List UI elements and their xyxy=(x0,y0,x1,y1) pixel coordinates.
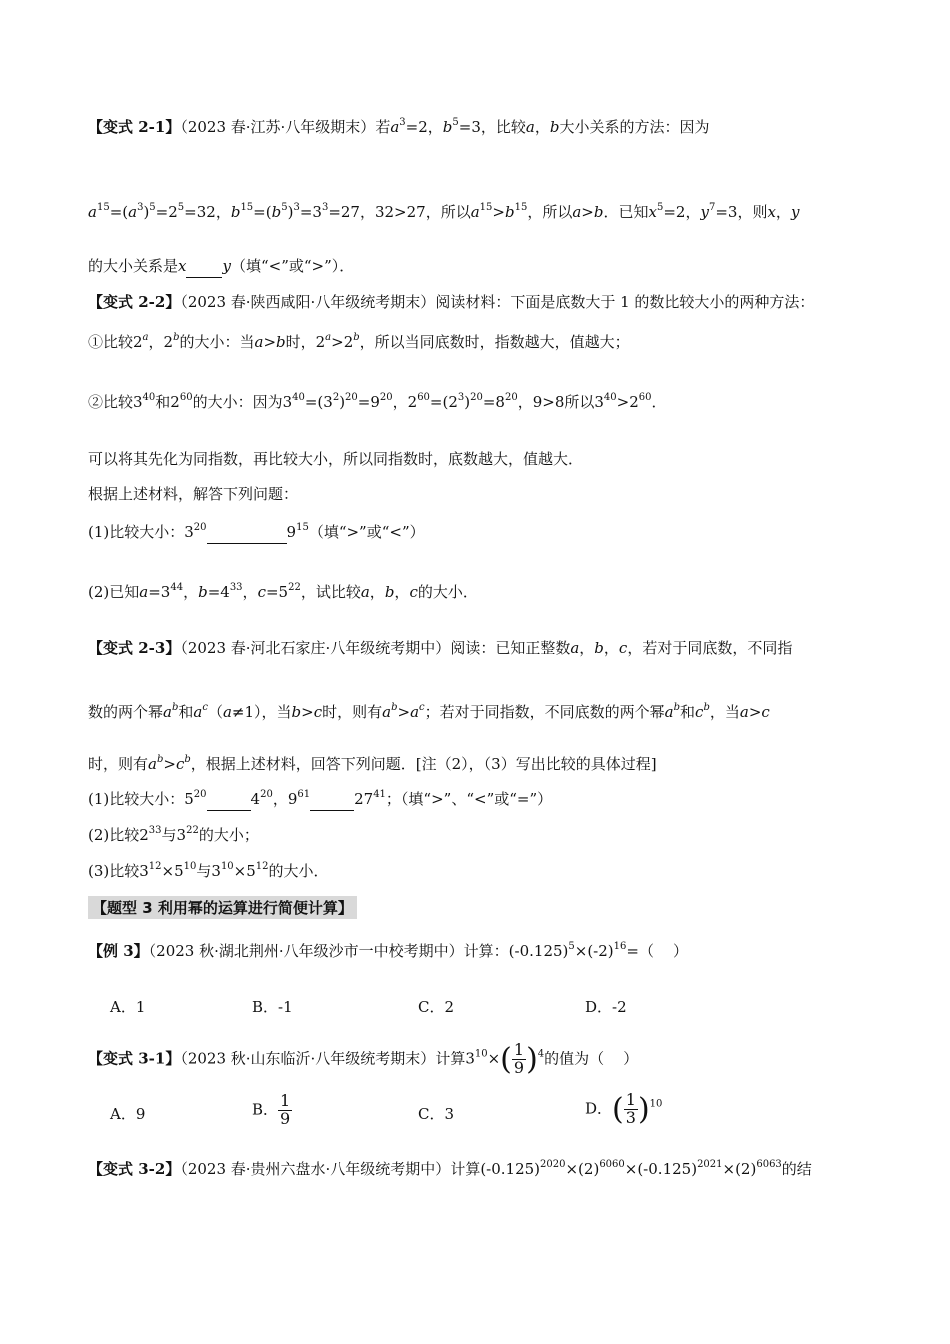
v23-source: （2023 春·河北石家庄·八年级统考期中） xyxy=(180,639,451,657)
v31-tag: 【变式 3-1】 xyxy=(88,1049,181,1068)
v23-q3: (3)比较$3^{12}\times 5^{10}$与$3^{10}\times 5^{12}$的大小． xyxy=(88,861,329,880)
section-heading-3: 【题型 3 利用幂的运算进行简便计算】 xyxy=(88,896,357,919)
ex3-option-b[interactable]: B．-1 xyxy=(252,998,293,1016)
v32-tag: 【变式 3-2】 xyxy=(88,1160,181,1178)
v22-intro: 阅读材料：下面是底数大于 1 的数比较大小的两种方法： xyxy=(435,293,815,311)
v21-source: （2023 春·江苏·八年级期末） xyxy=(180,118,376,136)
v32-source: （2023 春·贵州六盘水·八年级统考期中） xyxy=(180,1160,451,1178)
v21-line3-hint: （填“<”或“>”）． xyxy=(230,257,355,275)
v31-option-c[interactable]: C．3 xyxy=(418,1105,455,1123)
v22-ask: 根据上述材料，解答下列问题： xyxy=(88,485,299,503)
v31-line: 【变式 3-1】（2023 秋·山东临沂·八年级统考期末）计算$3^{10}\times$( $\frac{1}{9}$ )$^4$的值为（ ） xyxy=(88,1040,639,1077)
v31-option-a[interactable]: A．9 xyxy=(110,1105,146,1123)
v22-method1: ①比较2$^a$，2$^b$的大小：当a>b时，$2^a>2^b$，所以当同底数时，指数越大，值越大； xyxy=(88,332,630,351)
v21-line1: 【变式 2-1】（2023 春·江苏·八年级期末）若$a^3=2$，$b^5=3$，比较a，b大小关系的方法：因为 xyxy=(88,117,710,136)
ex3-tag: 【例 3】 xyxy=(88,942,149,960)
v21-line2: $a^{15}=(a^3)^5=2^5=32$，$b^{15}=(b^5)^3=3^3=27$，32>27，所以$a^{15}>b^{15}$，所以a>b．已知$x^5=2$，$y^7=3$，则x，y xyxy=(88,202,800,221)
v23-line1: 【变式 2-3】（2023 春·河北石家庄·八年级统考期中）阅读：已知正整数a，b，c，若对于同底数，不同指 xyxy=(88,639,793,657)
v22-source: （2023 春·陕西咸阳·八年级统考期末） xyxy=(180,293,436,311)
ex3-option-a[interactable]: A．1 xyxy=(110,998,146,1016)
v22-q2: (2)已知$a=3^{44}$，$b=4^{33}$，$c=5^{22}$，试比较a，b，c的大小． xyxy=(88,582,478,601)
ex3-source: （2023 秋·湖北荆州·八年级沙市一中校考期中） xyxy=(148,942,464,960)
v21-line3: 的大小关系是x y（填“<”或“>”）． xyxy=(88,257,880,278)
v23-tag: 【变式 2-3】 xyxy=(88,639,181,657)
v23-line3: 时，则有$a^b>c^b$，根据上述材料，回答下列问题．[注（2），（3）写出比较的具体过程] xyxy=(88,754,657,773)
ex3-option-c[interactable]: C．2 xyxy=(418,998,455,1016)
v22-method2: ②比较$3^{40}$和$2^{60}$的大小：因为$3^{40}=(3^2)^{20}=9^{20}$，$2^{60}=(2^3)^{20}=8^{20}$，9>8所以$3^{40}>2^{60}$． xyxy=(88,392,667,411)
v32-line: 【变式 3-2】（2023 春·贵州六盘水·八年级统考期中）计算$(-0.125)^{2020}\times(2)^{6060}\times(-0.125)^{2021}\times(2)^{6063}$的结 xyxy=(88,1159,812,1178)
v22-q1-blank[interactable] xyxy=(207,523,287,544)
v22-tag: 【变式 2-2】 xyxy=(88,293,181,311)
v21-line3-text: 的大小关系是 xyxy=(88,257,179,275)
v21-blank[interactable] xyxy=(186,257,222,278)
v23-q1: (1)比较大小：$5^{20}$ $4^{20}$，$9^{61}$ $27^{41}$；（填“>”、“<”或“=”） xyxy=(88,790,880,811)
v23-q2: (2)比较$2^{33}$与$3^{22}$的大小； xyxy=(88,825,259,844)
v22-line1 xyxy=(88,293,880,313)
v23-q1-blank1[interactable] xyxy=(207,790,251,811)
v22-conclusion: 可以将其先化为同指数，再比较大小，所以同指数时，底数越大，值越大． xyxy=(88,450,584,468)
v31-option-d[interactable]: D．( $\frac{1}{3}$ )$^{10}$ xyxy=(585,1090,663,1127)
v23-q1-blank2[interactable] xyxy=(310,790,354,811)
v21-tag: 【变式 2-1】 xyxy=(88,118,181,136)
v23-line2: 数的两个幂$a^b$和$a^c(a\ne 1)$，当b>c时，则有$a^b>a^c$；若对于同指数，不同底数的两个幂$a^b$和$c^b$，当a>c xyxy=(88,702,770,721)
ex3-option-d[interactable]: D．-2 xyxy=(585,998,627,1016)
ex3-text: 计算： xyxy=(463,942,509,960)
v22-q1-hint: （填“>”或“<”） xyxy=(308,523,425,541)
v31-source: （2023 秋·山东临沂·八年级统考期末） xyxy=(180,1049,436,1068)
v22-q1-label: (1)比较大小： xyxy=(88,523,185,541)
ex3-line: 【例 3】（2023 秋·湖北荆州·八年级沙市一中校考期中）计算：$(-0.125)^5\times(-2)^{16}=$（ ） xyxy=(88,941,689,960)
v22-q1: (1)比较大小：$3^{20}$ $9^{15}$（填“>”或“<”） xyxy=(88,523,880,544)
v31-option-b[interactable]: B． $\frac{1}{9}$ xyxy=(252,1091,291,1128)
